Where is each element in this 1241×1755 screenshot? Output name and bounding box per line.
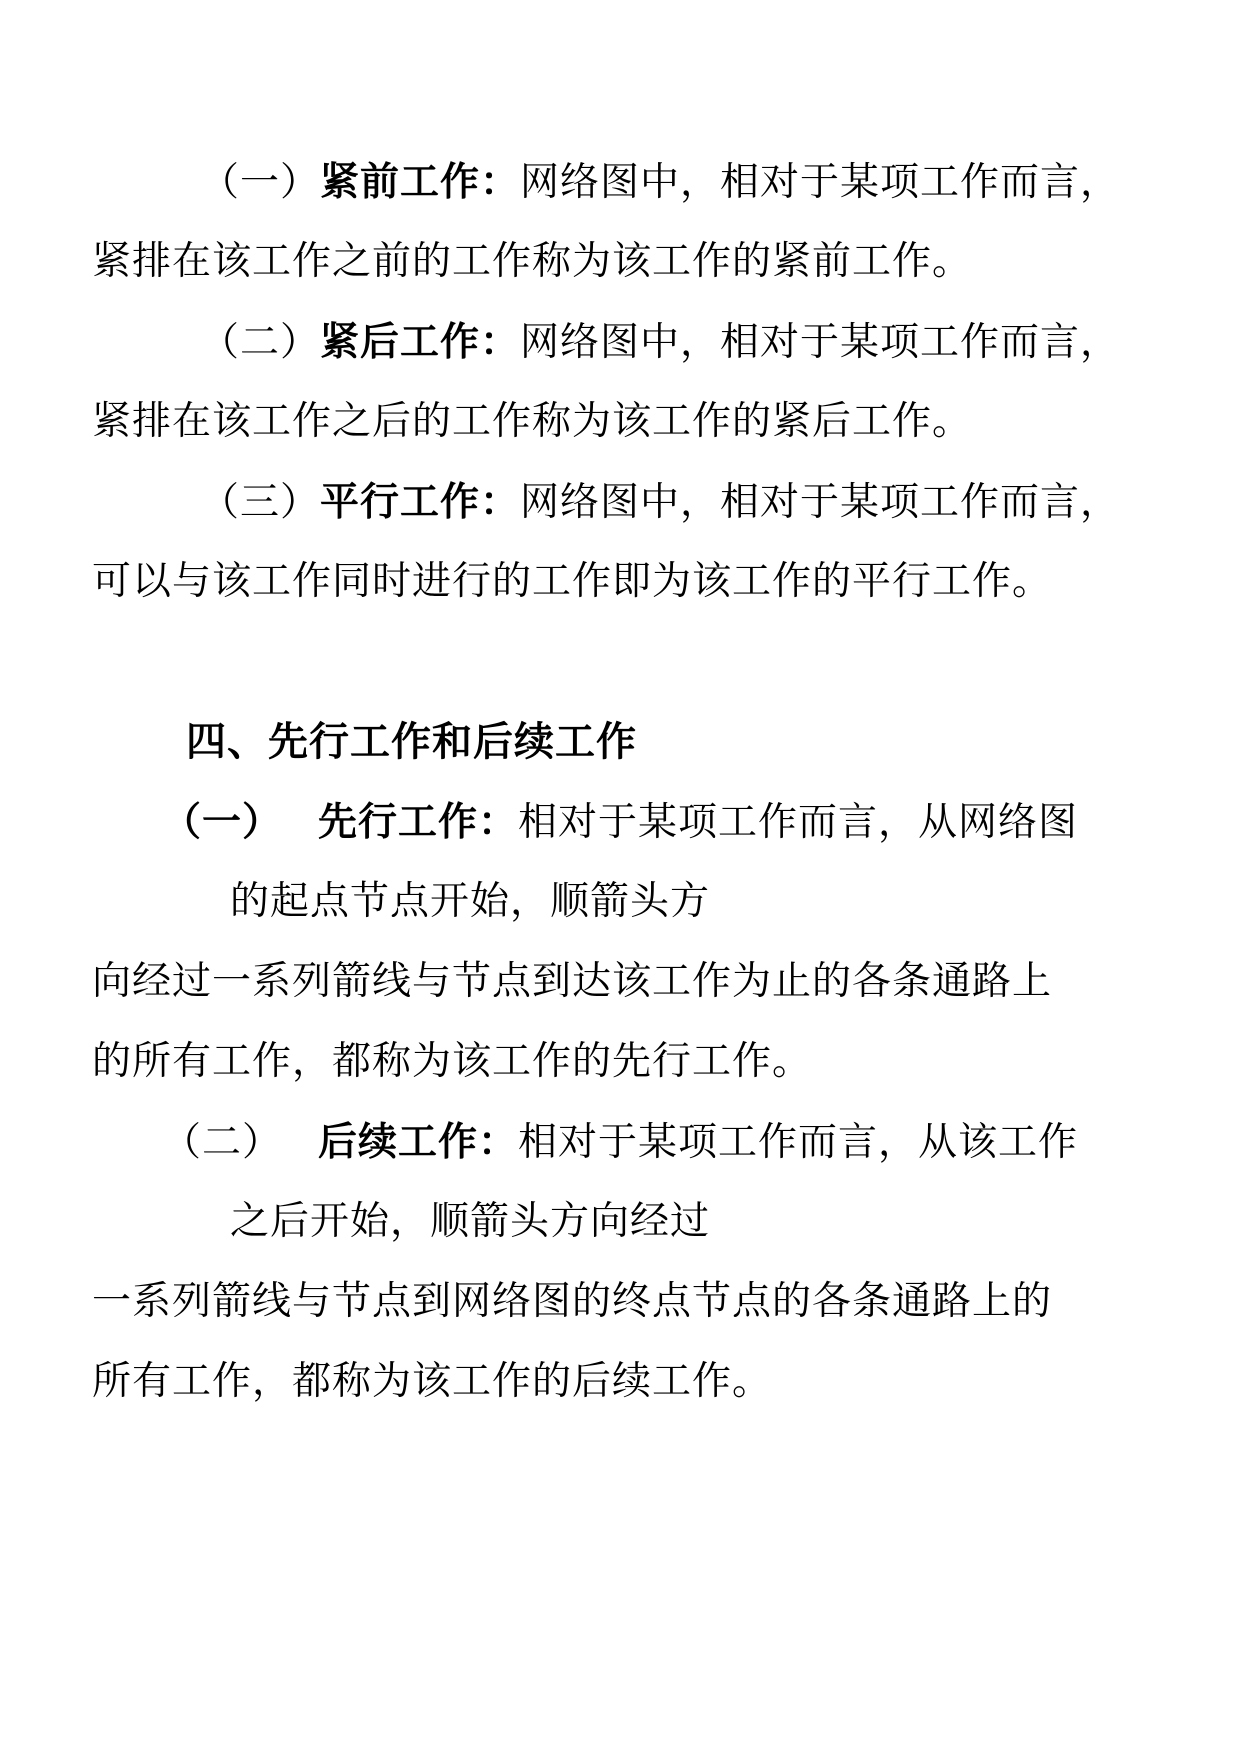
term-label: 平行工作： bbox=[320, 479, 521, 525]
paragraph-line bbox=[92, 238, 1152, 286]
term-label: 紧后工作： bbox=[320, 319, 521, 365]
paragraph-line bbox=[230, 878, 1130, 926]
item-number: （三） bbox=[200, 480, 321, 525]
paragraph-text: 网络图中，相对于某项工作而言， bbox=[520, 160, 1121, 205]
paragraph-text: 可以与该工作同时进行的工作即为该工作的平行工作。 bbox=[92, 559, 1053, 604]
paragraph-text: 相对于某项工作而言，从网络图 bbox=[518, 800, 1079, 845]
paragraph-text: 一系列箭线与节点到网络图的终点节点的各条通路上的 bbox=[92, 1279, 1053, 1324]
paragraph-line bbox=[92, 398, 1152, 446]
paragraph-text: 相对于某项工作而言，从该工作 bbox=[518, 1120, 1079, 1165]
paragraph-text: 向经过一系列箭线与节点到达该工作为止的各条通路上 bbox=[92, 959, 1053, 1004]
paragraph-text: 紧排在该工作之前的工作称为该工作的紧前工作。 bbox=[92, 239, 973, 284]
paragraph-text: 网络图中，相对于某项工作而言， bbox=[520, 320, 1121, 365]
paragraph-line bbox=[92, 558, 1152, 606]
item-number: （一） bbox=[200, 160, 321, 205]
paragraph-text: 之后开始，顺箭头方向经过 bbox=[230, 1199, 711, 1244]
paragraph-text: 所有工作，都称为该工作的后续工作。 bbox=[92, 1359, 773, 1404]
paragraph-line bbox=[92, 1038, 1152, 1086]
paragraph-line bbox=[200, 158, 1152, 206]
section-heading: 四、先行工作和后续工作 bbox=[186, 718, 637, 765]
item-number: （二） bbox=[200, 320, 321, 365]
paragraph-line bbox=[162, 1118, 1152, 1166]
paragraph-text: 的所有工作，都称为该工作的先行工作。 bbox=[92, 1039, 813, 1084]
term-colon: ： bbox=[480, 159, 521, 205]
paragraph-text: 的起点节点开始，顺箭头方 bbox=[230, 879, 711, 924]
item-number: （一） bbox=[162, 799, 283, 845]
term-label: 后续工作： bbox=[318, 1119, 519, 1165]
paragraph-text: 紧排在该工作之后的工作称为该工作的紧后工作。 bbox=[92, 399, 973, 444]
item-number: （二） bbox=[162, 1120, 283, 1165]
paragraph-line bbox=[92, 1278, 1152, 1326]
paragraph-line bbox=[92, 958, 1152, 1006]
term-label: 紧前工作 bbox=[320, 159, 481, 205]
paragraph-line bbox=[200, 478, 1152, 526]
paragraph-line bbox=[230, 1198, 1130, 1246]
term-label: 先行工作： bbox=[318, 799, 519, 845]
paragraph-line bbox=[92, 1358, 1152, 1406]
paragraph-line bbox=[200, 318, 1152, 366]
paragraph-line bbox=[162, 798, 1152, 846]
paragraph-text: 网络图中，相对于某项工作而言， bbox=[520, 480, 1121, 525]
